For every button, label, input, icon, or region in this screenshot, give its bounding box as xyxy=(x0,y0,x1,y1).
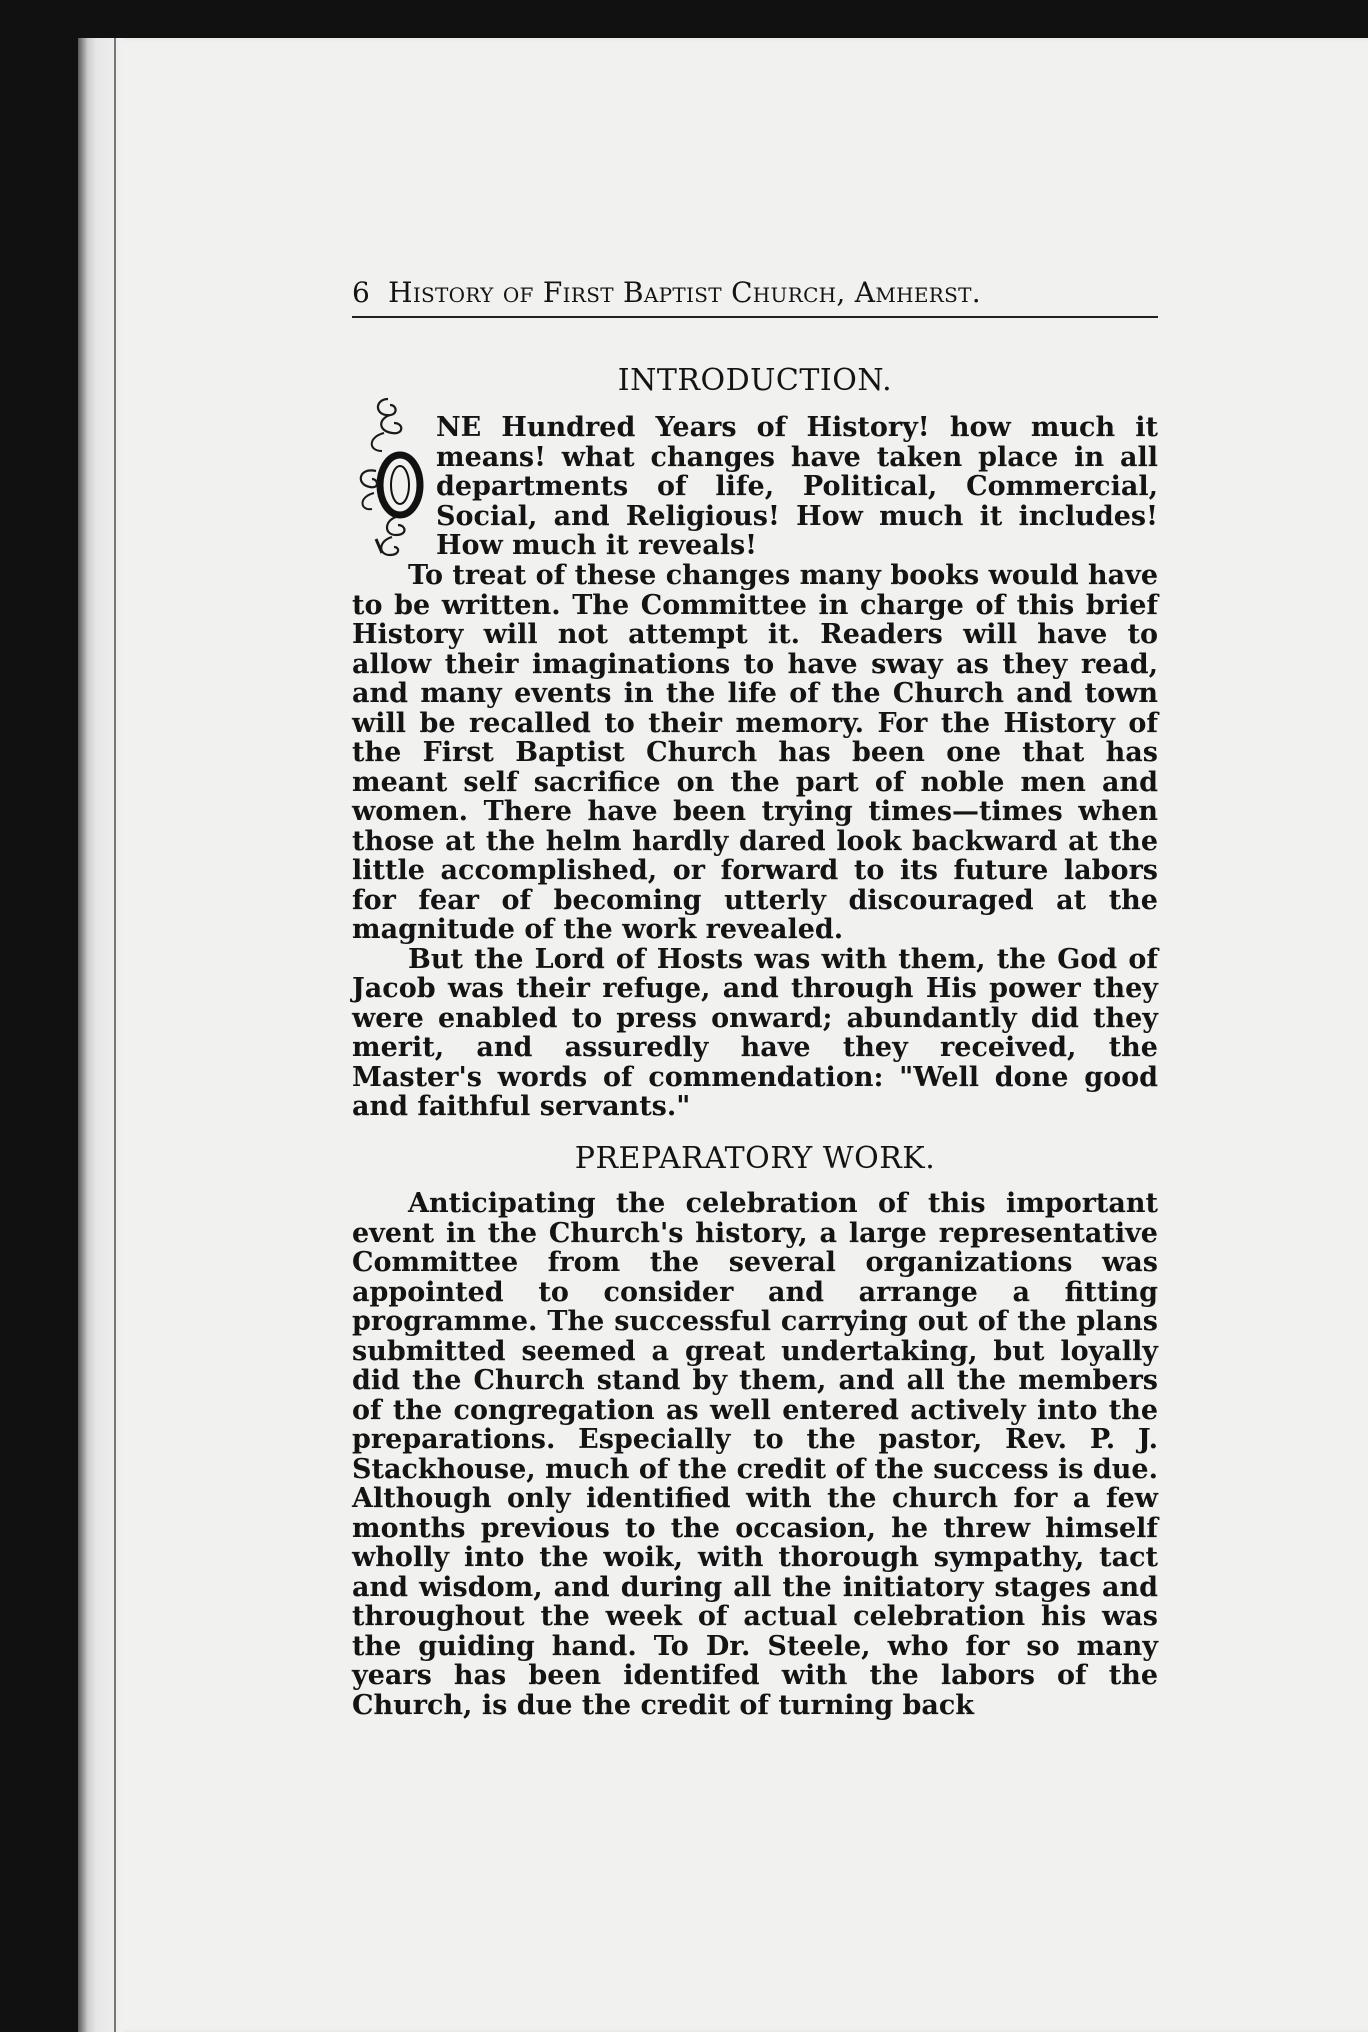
page-number: 6 xyxy=(352,276,371,309)
page-text-block xyxy=(352,278,1158,1720)
page-gutter xyxy=(78,38,124,2032)
opening-paragraph xyxy=(352,413,1158,561)
ornamental-drop-cap-icon xyxy=(348,393,436,561)
intro-paragraph-2: To treat of these changes many books would have to be written. The Committee in charge of this brief History will not attempt it. Readers will have to allow their imaginations to have sway as they read, and many events in the life of the Church and town will be recalled to their memory. For the History of the First Baptist Church has been one that has meant self sacrifice on the part of noble men and women. There have been trying times—times when those at the helm hardly dared look backward at the little accomplished, or forward to its future labors for fear of becoming utterly discouraged at the magnitude of the work revealed. xyxy=(352,560,1158,945)
running-header xyxy=(352,278,1158,318)
intro-paragraph-3: But the Lord of Hosts was with them, the God of Jacob was their refuge, and through His power they were enabled to press onward; abundantly did they merit, and assuredly have they received, the Master's words of commendation: "Well done good and faithful servants." xyxy=(352,943,1158,1122)
running-title: History of First Baptist Church, Amherst. xyxy=(388,276,981,309)
preparatory-paragraph-1: Anticipating the celebration of this important event in the Church's history, a large representative Committee from the several organizations was appointed to consider and arrange a fitting programme. The successful carrying out of the plans submitted seemed a great undertaking, but loyally did the Church stand by them, and all the members of the congregation as well entered actively into the preparations. Especially to the pastor, Rev. P. J. Stackhouse, much of the credit of the success is due. Although only identified with the church for a few months previous to the occasion, he threw himself wholly into the woik, with thorough sympathy, tact and wisdom, and during all the initiatory stages and throughout the week of actual celebration his was the guiding hand. To Dr. Steele, who for so many years has been identifed with the labors of the Church, is due the credit of turning back xyxy=(352,1188,1158,1721)
preparatory-work-heading: PREPARATORY WORK. xyxy=(574,1140,936,1176)
opening-paragraph-text: NE Hundred Years of History! how much it means! what changes have taken place in all departments of life, Political, Commercial, Social, and Religious! How much it includes! How much it reveals! xyxy=(436,412,1158,561)
introduction-heading: INTRODUCTION. xyxy=(617,362,893,398)
